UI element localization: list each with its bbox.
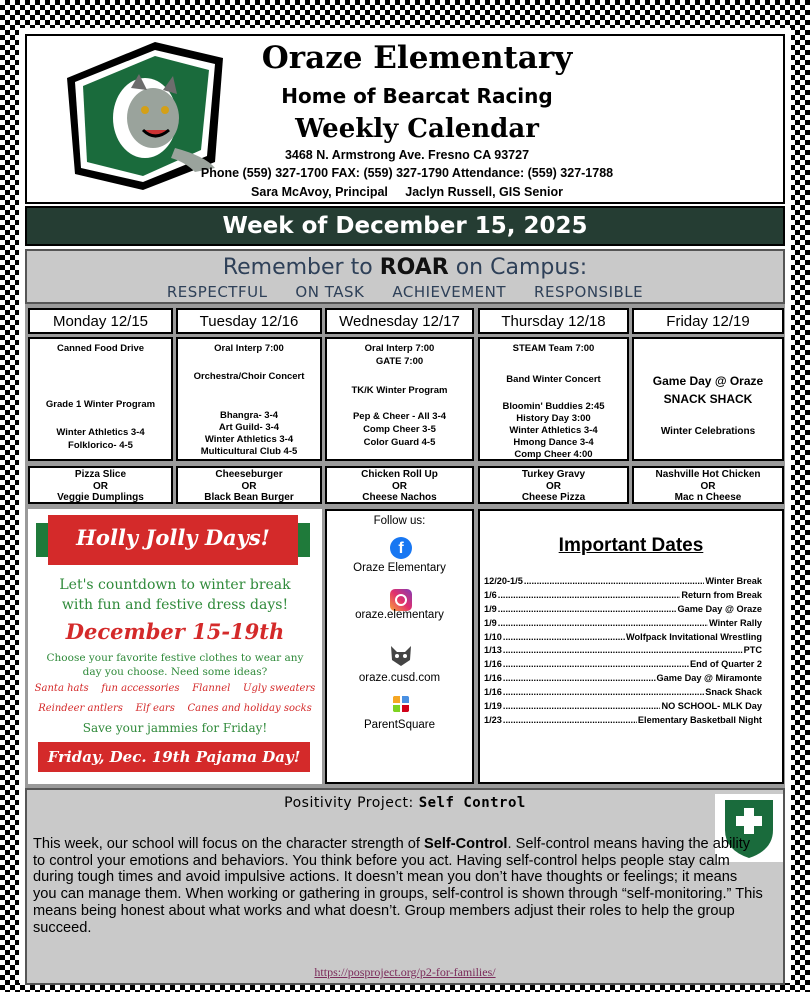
event-item: Canned Food Drive (56, 343, 145, 354)
event-item: Oral Interp 7:00 (214, 343, 284, 354)
event-item: Hmong Dance 3-4 (513, 437, 594, 448)
school-tagline: Home of Bearcat Racing (281, 84, 553, 108)
important-date-row (484, 671, 762, 685)
lunch-or: OR (241, 480, 257, 492)
holly-idea-line: Reindeer antlers Elf ears Canes and holiday socks (38, 703, 312, 714)
holly-banner (48, 515, 298, 565)
dot-leader (503, 645, 743, 655)
parentsquare-link[interactable]: ParentSquare (364, 719, 435, 731)
important-date: 1/9 (484, 617, 497, 628)
holly-intro (28, 575, 322, 615)
dot-leader (503, 687, 704, 697)
lunch-thursday (478, 466, 629, 504)
week-label: Week of December 15, 2025 (222, 213, 588, 239)
important-event: Winter Break (705, 575, 762, 586)
lunch-item: Black Bean Burger (204, 492, 294, 503)
event-item: Folklorico- 4-5 (68, 440, 133, 451)
dot-leader (503, 632, 625, 642)
important-event: PTC (743, 645, 762, 656)
important-event: End of Quarter 2 (690, 659, 762, 670)
important-date-row (484, 602, 762, 616)
roar-banner (25, 249, 785, 304)
day-header-wednesday: Wednesday 12/17 (325, 308, 474, 334)
lunch-item: Pizza Slice (74, 469, 127, 480)
facebook-link[interactable]: Oraze Elementary (353, 562, 446, 574)
header (25, 34, 785, 204)
body-bold: Self-Control (423, 836, 508, 852)
lunch-item: Nashville Hot Chicken (655, 469, 761, 480)
lunch-or: OR (392, 480, 407, 492)
day-header-monday: Monday 12/15 (28, 308, 173, 334)
follow-title: Follow us: (373, 515, 426, 527)
important-date: 1/19 (484, 700, 502, 711)
website-link[interactable]: oraze.cusd.com (358, 672, 441, 684)
positivity-strength: Self Control (418, 795, 526, 811)
important-date: 1/10 (484, 631, 502, 642)
holly-banner-text: Holly Jolly Days! (76, 525, 270, 550)
event-item: Art Guild- 3-4 (218, 422, 280, 433)
day-events-wednesday (325, 337, 474, 461)
important-date: 1/6 (484, 589, 497, 600)
important-date: 1/13 (484, 645, 502, 656)
important-event: NO SCHOOL- MLK Day (661, 700, 762, 711)
day-events-friday (632, 337, 784, 461)
positivity-title (27, 795, 783, 811)
positivity-link[interactable]: https://posproject.org/p2-for-families/ (314, 965, 496, 979)
lunch-friday (632, 466, 784, 504)
positivity-label: Positivity Project: (284, 795, 419, 811)
follow-us-panel (325, 509, 474, 784)
important-date: 1/16 (484, 687, 502, 698)
event-item: STEAM Team 7:00 (512, 343, 595, 354)
event-item: Color Guard 4-5 (363, 437, 436, 448)
event-item: Winter Athletics 3-4 (56, 427, 145, 438)
week-banner (25, 206, 785, 246)
important-event: Wolfpack Invitational Wrestling (626, 631, 762, 642)
roar-value: ACHIEVEMENT (392, 283, 507, 301)
important-date-row (484, 643, 762, 657)
lunch-item: Turkey Gravy (521, 469, 586, 480)
lunch-item: Chicken Roll Up (361, 469, 438, 480)
lunch-or: OR (93, 480, 108, 492)
event-item: Winter Athletics 3-4 (204, 434, 294, 445)
event-item: Bloomin' Buddies 2:45 (502, 401, 605, 412)
school-name: Oraze Elementary (261, 40, 573, 76)
school-phones: Phone (559) 327-1700 FAX: (559) 327-1790 Attendance: (559) 327-1788 (200, 166, 614, 180)
lunch-or: OR (700, 480, 716, 492)
lunch-item: Cheese Pizza (521, 492, 586, 503)
school-staff: Sara McAvoy, Principal Jaclyn Russell, GIS Senior (251, 185, 563, 199)
parentsquare-icon[interactable] (392, 695, 410, 713)
important-date-row (484, 657, 762, 671)
important-date: 12/20-1/5 (484, 575, 523, 586)
holly-instructions (28, 651, 322, 679)
important-date: 1/9 (484, 603, 497, 614)
event-item: Oral Interp 7:00 (364, 343, 435, 354)
important-event: Game Day @ Oraze (677, 603, 762, 614)
important-dates-title: Important Dates (558, 535, 704, 556)
important-event: Elementary Basketball Night (637, 714, 762, 725)
holly-line: Let's countdown to winter break (59, 577, 291, 593)
important-date-row (484, 630, 762, 644)
important-date-row (484, 713, 762, 727)
holly-jolly-flyer (28, 509, 322, 784)
important-date-row (484, 574, 762, 588)
event-item: TK/K Winter Program (351, 385, 448, 396)
roar-value: ON TASK (295, 283, 365, 301)
important-date-row (484, 699, 762, 713)
day-events-tuesday (176, 337, 322, 461)
day-events-monday (28, 337, 173, 461)
facebook-icon[interactable]: f (390, 537, 412, 559)
important-date: 1/23 (484, 714, 502, 725)
dot-leader (498, 618, 708, 628)
event-item: SNACK SHACK (663, 392, 753, 406)
holly-idea-line: Santa hats fun accessories Flannel Ugly sweaters (34, 683, 316, 694)
important-dates-panel (478, 509, 784, 784)
event-item: Band Winter Concert (506, 374, 601, 385)
important-date: 1/16 (484, 673, 502, 684)
holly-line: day you choose. Need some ideas? (82, 666, 268, 678)
event-item: Comp Cheer 3-5 (363, 424, 436, 435)
dot-leader (524, 576, 705, 586)
holly-dates: December 15-19th (65, 619, 285, 644)
day-header-thursday: Thursday 12/18 (478, 308, 629, 334)
event-item: Pep & Cheer - All 3-4 (352, 411, 447, 422)
event-item: Winter Athletics 3-4 (509, 425, 598, 436)
lunch-item: Mac n Cheese (674, 492, 742, 503)
dot-leader (498, 590, 681, 600)
event-item: Orchestra/Choir Concert (193, 371, 305, 382)
holly-ideas (28, 679, 322, 719)
event-item: Multicultural Club 4-5 (200, 446, 298, 457)
event-item: History Day 3:00 (516, 413, 591, 424)
body-text: This week, our school will focus on the character strength of (33, 836, 424, 852)
pajama-day-banner: Friday, Dec. 19th Pajama Day! (38, 742, 310, 772)
body-text: . Self-control means having the ability to control your emotions and behaviors. You think before you act. Having self-control helps people stay calm during tough times and avoid impulsive actions. It doesn’t mean you don’t have thoughts or feelings; it means you can manage them. When working or gathering in groups, self-control is shown through “self-monitoring.” This means being honest about what works and what doesn’t. Group members adjust their roles to help the group succeed. (33, 836, 763, 936)
important-event: Snack Shack (705, 687, 762, 698)
positivity-body (33, 836, 763, 936)
important-dates-list (484, 574, 762, 727)
event-item: Winter Celebrations (660, 426, 756, 437)
dot-leader (503, 715, 637, 725)
roar-suffix: on Campus: (448, 255, 588, 280)
important-event: Return from Break (681, 589, 762, 600)
important-date: 1/16 (484, 659, 502, 670)
instagram-link[interactable]: oraze.elementary (355, 609, 444, 621)
lunch-item: Cheeseburger (215, 469, 283, 480)
dot-leader (503, 673, 656, 683)
day-header-friday: Friday 12/19 (632, 308, 784, 334)
roar-values (27, 283, 783, 301)
event-item: Bhangra- 3-4 (219, 410, 279, 421)
holly-line: with fun and festive dress days! (61, 597, 289, 613)
important-event: Game Day @ Miramonte (656, 673, 762, 684)
event-item: GATE 7:00 (375, 356, 424, 367)
day-events-thursday (478, 337, 629, 461)
lunch-monday (28, 466, 173, 504)
event-item: Game Day @ Oraze (652, 374, 764, 388)
important-date-row (484, 588, 762, 602)
school-address: 3468 N. Armstrong Ave. Fresno CA 93727 (284, 148, 530, 162)
roar-value: RESPECTFUL (166, 283, 268, 301)
important-date-row (484, 616, 762, 630)
roar-line (27, 255, 783, 280)
lunch-wednesday (325, 466, 474, 504)
positivity-project (25, 788, 785, 985)
lunch-item: Veggie Dumplings (57, 492, 144, 503)
lunch-or: OR (546, 480, 561, 492)
important-event: Winter Rally (708, 617, 762, 628)
holly-save: Save your jammies for Friday! (82, 721, 268, 735)
important-date-row (484, 685, 762, 699)
calendar-title: Weekly Calendar (295, 114, 539, 144)
dot-leader (503, 701, 661, 711)
roar-prefix: Remember to (222, 255, 380, 280)
lunch-item: Cheese Nachos (362, 492, 437, 503)
day-header-tuesday: Tuesday 12/16 (176, 308, 322, 334)
holly-line: Choose your favorite festive clothes to wear any (46, 652, 304, 664)
lunch-tuesday (176, 466, 322, 504)
dot-leader (498, 604, 677, 614)
event-item: Grade 1 Winter Program (45, 399, 156, 410)
bearcat-icon[interactable] (388, 642, 414, 668)
instagram-icon[interactable] (390, 589, 412, 611)
roar-word: ROAR (379, 255, 449, 280)
roar-value: RESPONSIBLE (534, 283, 644, 301)
event-item: Comp Cheer 4:00 (514, 449, 593, 460)
dot-leader (503, 659, 689, 669)
